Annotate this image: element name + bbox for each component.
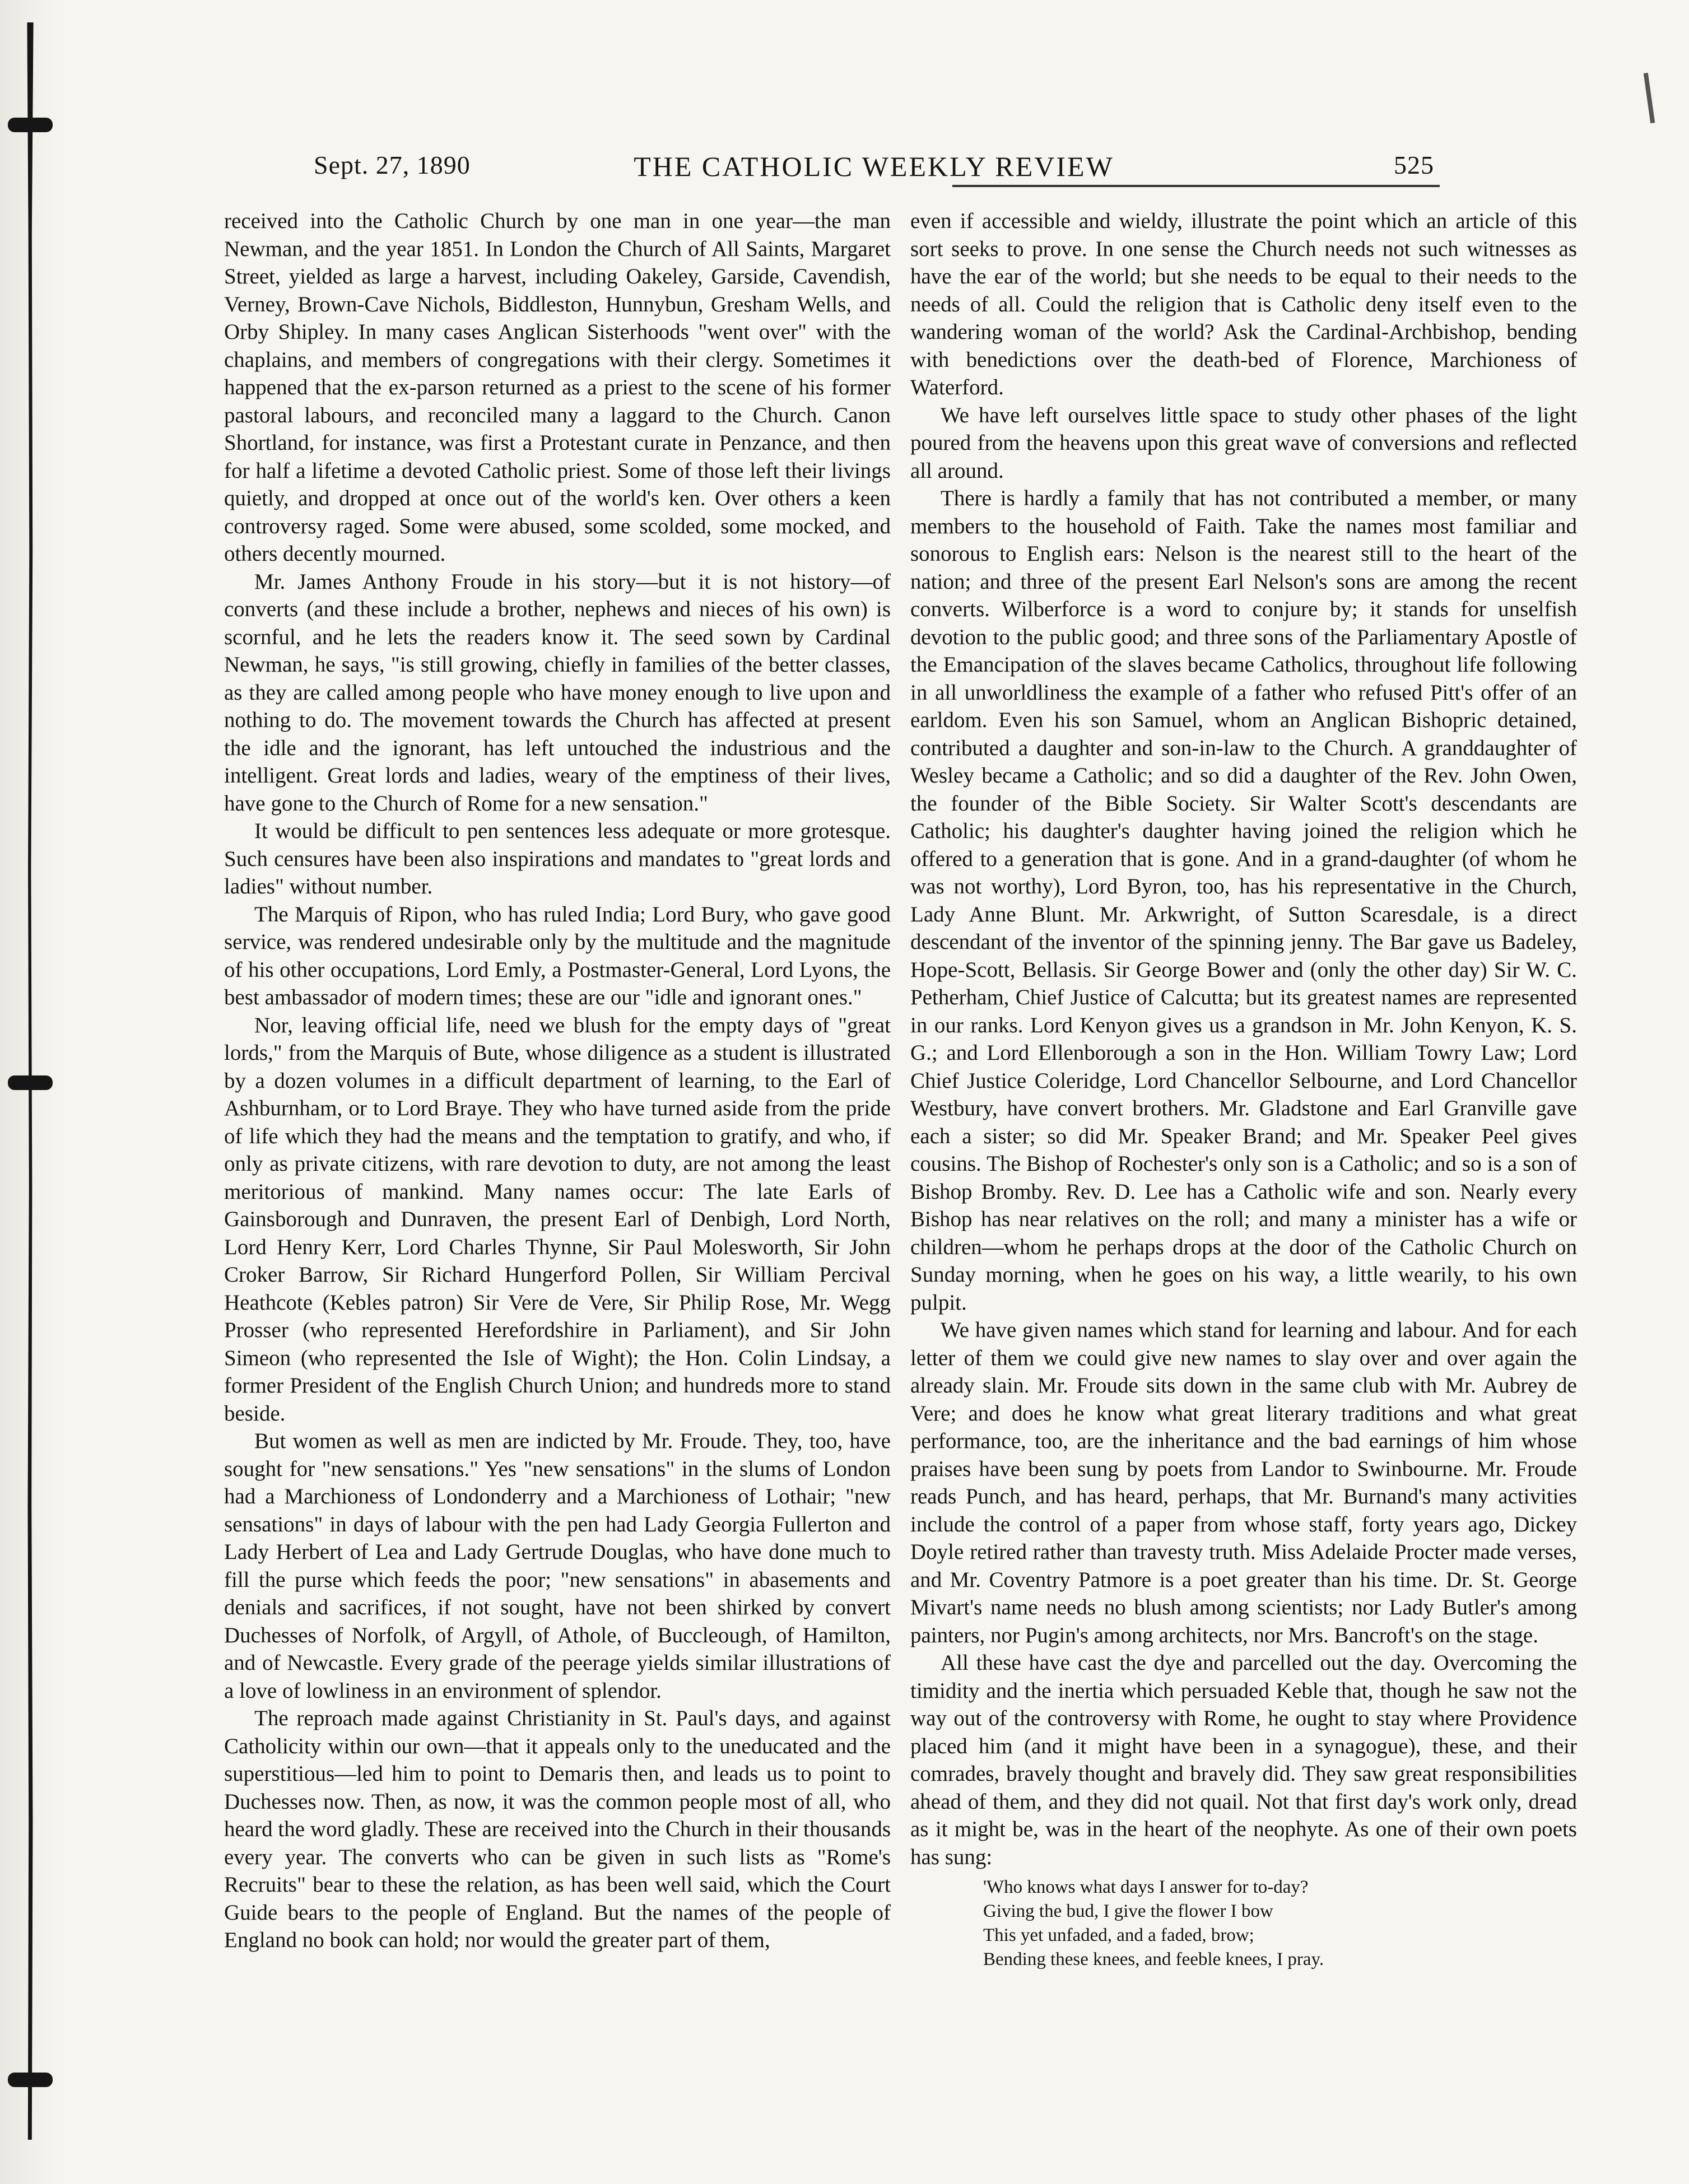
right-column — [910, 207, 1577, 1972]
page-number: 525 — [1394, 151, 1434, 179]
paragraph: All these have cast the dye and parcelled out the day. Overcoming the timidity and the inertia which persuaded Keble that, though he saw not the way out of the controversy with Rome, he ought to stay where Providence placed him (and it might have been in a synagogue), these, and their comrades, bravely thought and bravely did. They saw great responsibilities ahead of them, and they did not quail. Not that first day's work only, dread as it might be, was in the heart of the neophyte. As one of their own poets has sung: — [910, 1651, 1577, 1869]
paragraph: The reproach made against Christianity in St. Paul's days, and against Catholicity within our own—that it appeals only to the uneducated and the superstitious—led him to point to Demaris then, and leads us to point to Duchesses now. Then, as now, it was the common people most of all, who heard the word gladly. These are received into the Church in their thousands every year. The converts who can be given in such lists as "Rome's Recruits" bear to these the relation, as has been well said, which the Court Guide bears to the people of England. But the names of the people of England no book can hold; nor would the greater part of them, — [224, 1706, 891, 1952]
publication-title: THE CATHOLIC WEEKLY REVIEW — [634, 151, 1114, 182]
paragraph: The Marquis of Ripon, who has ruled India; Lord Bury, who gave good service, was rendered undesirable only by the multitude and the magnitude of his other occupations, Lord Emly, a Postmaster-General, Lord Lyons, the best ambassador of modern times; these are our "idle and ignorant ones." — [224, 902, 891, 1009]
paragraph: But women as well as men are indicted by Mr. Froude. They, too, have sought for "new sensations." Yes "new sensations" in the slums of London had a Marchioness of Londonderry and a Marchioness of Lothair; "new sensations" in days of labour with the pen had Lady Georgia Fullerton and Lady Herbert of Lea and Lady Gertrude Douglas, who have done much to fill the purse which feeds the poor; "new sensations" in abasements and denials and sacrifices, if not sought, have not been shirked by convert Duchesses of Norfolk, of Argyll, of Athole, of Buccleough, of Hamilton, and of Newcastle. Every grade of the peerage yields similar illustrations of a love of lowliness in an environment of splendor. — [224, 1429, 891, 1703]
paragraph: even if accessible and wieldy, illustrate the point which an article of this sort seeks to prove. In one sense the Church needs not such witnesses as have the ear of the world; but she needs to be equal to their needs to the needs of all. Could the religion that is Catholic deny itself even to the wandering woman of the world? Ask the Cardinal-Archbishop, bending with benedictions over the death-bed of Florence, Marchioness of Waterford. — [910, 209, 1577, 399]
paragraph: received into the Catholic Church by one man in one year—the man Newman, and the year 1851. In London the Church of All Saints, Margaret Street, yielded as large a harvest, including Oakeley, Garside, Cavendish, Verney, Brown-Cave Nichols, Biddleston, Hunnybun, Gresham Wells, and Orby Shipley. In many cases Anglican Sisterhoods "went over" with the chaplains, and members of congregations with their clergy. Sometimes it happened that the ex-parson returned as a priest to the scene of his former pastoral labours, and reconciled many a laggard to the Church. Canon Shortland, for instance, was first a Protestant curate in Penzance, and then for half a lifetime a devoted Catholic priest. Some of those left their livings quietly, and dropped at once out of the world's ken. Over others a keen controversy raged. Some were abused, some scolded, some mocked, and others decently mourned. — [224, 209, 891, 566]
header-rule — [952, 185, 1440, 187]
binding-mark — [8, 2073, 53, 2087]
paragraph: There is hardly a family that has not contributed a member, or many members to the household of Faith. Take the names most familiar and sonorous to English ears: Nelson is the nearest still to the heart of the nation; and three of the present Earl Nelson's sons are among the recent converts. Wilberforce is a word to conjure by; it stands for unselfish devotion to the public good; and three sons of the Parliamentary Apostle of the Emancipation of the slaves became Catholics, throughout life following in all unworldliness the example of a father who refused Pitt's offer of an earldom. Even his son Samuel, whom an Anglican Bishopric detained, contributed a daughter and son-in-law to the Church. A granddaughter of Wesley became a Catholic; and so did a daughter of the Rev. John Owen, the founder of the Bible Society. Sir Walter Scott's descendants are Catholic; his daughter's daughter having joined the religion which he offered to a generation that is gone. And in a grand-daughter (of whom he was not worthy), Lord Byron, too, has his representative in the Church, Lady Anne Blunt. Mr. Arkwright, of Sutton Scaresdale, is a direct descendant of the inventor of the spinning jenny. The Bar gave us Badeley, Hope-Scott, Bellasis. Sir George Bower and (only the other day) Sir W. C. Petherham, Chief Justice of Calcutta; but its greatest names are represented in our ranks. Lord Kenyon gives us a grandson in Mr. John Kenyon, K. S. G.; and Lord Ellenborough a son in the Hon. William Towry Law; Lord Chief Justice Coleridge, Lord Chancellor Selbourne, and Lord Chancellor Westbury, have convert brothers. Mr. Gladstone and Earl Granville gave each a sister; so did Mr. Speaker Brand; and Mr. Speaker Peel gives cousins. The Bishop of Rochester's only son is a Catholic; and so is a son of Bishop Bromby. Rev. D. Lee has a Catholic wife and son. Nearly every Bishop has near relatives on the roll; and many a minister has a wife or children—whom he perhaps drops at the door of the Catholic Church on Sunday morning, when he goes on his way, a little wearily, to his own pulpit. — [910, 486, 1577, 1315]
running-header — [314, 150, 1434, 189]
verse-line: Giving the bud, I give the flower I bow — [983, 1901, 1273, 1921]
binding-mark — [8, 118, 53, 132]
verse-line: 'Who knows what days I answer for to-day? — [983, 1877, 1309, 1897]
binding-mark — [8, 1075, 53, 1090]
paragraph: We have given names which stand for learning and labour. And for each letter of them we could give new names to slay over and over again the already slain. Mr. Froude sits down in the same club with Mr. Aubrey de Vere; and does he know what great literary traditions and what great performance, too, are the inheritance and the bad earnings of him whose praises have been sung by poets from Landor to Swinbourne. Mr. Froude reads Punch, and has heard, perhaps, that Mr. Burnand's many activities include the control of a paper from whose staff, forty years ago, Dickey Doyle retired rather than travesty truth. Miss Adelaide Procter made verses, and Mr. Coventry Patmore is a poet greater than his time. Dr. St. George Mivart's name needs no blush among scientists; nor Lady Butler's among painters, nor Pugin's among architects, nor Mrs. Bancroft's on the stage. — [910, 1318, 1577, 1647]
left-column — [224, 207, 891, 1954]
margin-mark — [1644, 73, 1655, 123]
verse-line: This yet unfaded, and a faded, brow; — [983, 1925, 1254, 1945]
binding-edge — [0, 0, 67, 2184]
issue-date: Sept. 27, 1890 — [314, 151, 471, 179]
verse-quote — [983, 1875, 1577, 1972]
paragraph: It would be difficult to pen sentences less adequate or more grotesque. Such censures have been also inspirations and mandates to "great lords and ladies" without number. — [224, 819, 891, 898]
paragraph: Mr. James Anthony Froude in his story—but it is not history—of converts (and these include a brother, nephews and nieces of his own) is scornful, and he lets the readers know it. The seed sown by Cardinal Newman, he says, "is still growing, chiefly in families of the better classes, as they are called among people who have money enough to live upon and nothing to do. The movement towards the Church has affected at present the idle and the ignorant, has left untouched the industrious and the intelligent. Great lords and ladies, weary of the emptiness of their lives, have gone to the Church of Rome for a new sensation." — [224, 569, 891, 816]
verse-line: Bending these knees, and feeble knees, I pray. — [983, 1949, 1324, 1969]
paragraph: We have left ourselves little space to study other phases of the light poured from the heavens upon this great wave of conversions and reflected all around. — [910, 403, 1577, 483]
paragraph: Nor, leaving official life, need we blush for the empty days of "great lords," from the Marquis of Bute, whose diligence as a student is illustrated by a dozen volumes in a difficult department of learning, to the Earl of Ashburnham, or to Lord Braye. They who have turned aside from the pride of life which they had the means and the temptation to gratify, and who, if only as private citizens, with rare devotion to duty, are not among the least meritorious of mankind. Many names occur: The late Earls of Gainsborough and Dunraven, the present Earl of Denbigh, Lord North, Lord Henry Kerr, Lord Charles Thynne, Sir Paul Molesworth, Sir John Croker Barrow, Sir Richard Hungerford Pollen, Sir William Percival Heathcote (Kebles patron) Sir Vere de Vere, Sir Philip Rose, Mr. Wegg Prosser (who represented Herefordshire in Parliament), and Sir John Simeon (who represented the Isle of Wight); the Hon. Colin Lindsay, a former President of the English Church Union; and hundreds more to stand beside. — [224, 1013, 891, 1426]
